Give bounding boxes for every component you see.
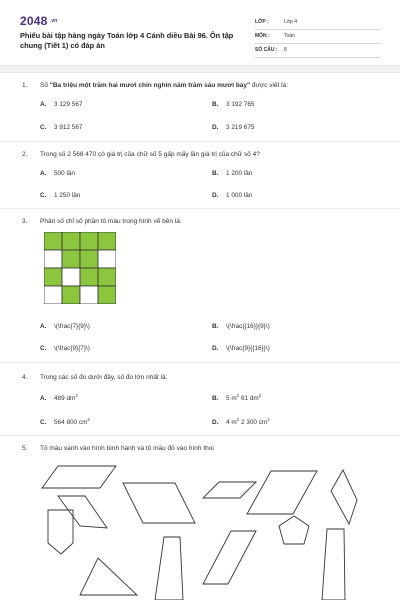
option-superscript: 2 <box>267 417 270 422</box>
shape-parallelogram-2 <box>123 483 195 523</box>
option-text: \(\frac{7}{9}\) <box>54 323 90 330</box>
shape-pentagon-arrow <box>48 510 73 554</box>
page-header <box>0 0 400 62</box>
question-text <box>40 82 288 89</box>
option-letter: A. <box>40 323 47 330</box>
option-3b[interactable] <box>212 323 270 330</box>
question-separator <box>0 208 400 209</box>
option-1a[interactable] <box>40 101 82 108</box>
option-4c[interactable] <box>40 417 90 426</box>
meta-row-subject <box>255 30 381 44</box>
option-letter: A. <box>40 170 47 177</box>
option-text: 3 192 765 <box>226 101 255 108</box>
option-text: 1 250 lần <box>54 192 81 199</box>
option-letter: C. <box>40 345 47 352</box>
option-letter: C. <box>40 124 47 131</box>
shape-kite-1 <box>331 470 357 524</box>
grid-cell <box>44 250 62 268</box>
question-text: Trong các số đo dưới đây, số đo lớn nhất là: <box>40 374 168 381</box>
option-superscript: 2 <box>75 393 78 398</box>
question-number: 3. <box>22 218 28 225</box>
shapes-figure <box>0 458 400 600</box>
grid-cell <box>98 268 116 286</box>
option-2b[interactable] <box>212 170 252 177</box>
grid-cell <box>80 232 98 250</box>
question-text: Phân số chỉ số phần tô màu trong hình vẽ bên là: <box>40 218 182 225</box>
document-meta <box>255 16 381 58</box>
meta-value: Toán <box>284 33 295 39</box>
shape-rhombus-3 <box>58 496 107 528</box>
shape-pentagon <box>279 516 309 544</box>
option-3d[interactable] <box>212 345 270 352</box>
shape-trapezoid-2 <box>322 529 345 600</box>
question-number: 4. <box>22 374 28 381</box>
option-text-after: 61 dm <box>239 395 259 403</box>
document-title: Phiếu bài tập hàng ngày Toán lớp 4 Cánh diều Bài 96. Ôn tập chung (Tiết 1) có đáp án <box>20 31 234 50</box>
site-logo[interactable]: 2048 <box>20 14 48 28</box>
option-superscript: 2 <box>236 417 240 422</box>
option-letter: A. <box>40 395 47 403</box>
question-text: Tô màu xanh vào hình bình hành và tô màu đỏ vào hình thoi <box>40 445 214 452</box>
option-2c[interactable] <box>40 192 80 199</box>
option-letter: D. <box>212 345 219 352</box>
option-text-after: 2 300 cm <box>239 419 268 427</box>
site-logo-suffix: .vn <box>50 18 58 24</box>
grid-cell <box>80 250 98 268</box>
shape-triangle <box>80 558 137 595</box>
grid-cell <box>80 286 98 304</box>
grid-cell <box>98 286 116 304</box>
grid-cell <box>98 250 116 268</box>
meta-value: Lớp 4 <box>284 19 298 25</box>
question-separator <box>0 362 400 363</box>
question-number: 2. <box>22 151 28 158</box>
grid-cell <box>98 232 116 250</box>
option-text: 489 dm <box>54 395 76 403</box>
option-letter: B. <box>212 170 219 177</box>
option-text: 5 m <box>226 395 237 403</box>
option-2a[interactable] <box>40 170 75 177</box>
option-superscript: 2 <box>258 393 262 398</box>
option-4d[interactable] <box>212 417 270 426</box>
option-letter: C. <box>40 192 47 199</box>
grid-cell <box>62 232 80 250</box>
option-1b[interactable] <box>212 101 254 108</box>
option-letter: A. <box>40 101 47 108</box>
question-separator <box>0 435 400 436</box>
grid-cell <box>44 232 62 250</box>
header-divider <box>0 65 400 73</box>
option-text: 1 000 lần <box>226 192 253 199</box>
grid-cell <box>62 250 80 268</box>
option-1d[interactable] <box>212 124 254 131</box>
option-letter: D. <box>212 124 219 131</box>
option-letter: C. <box>40 419 47 427</box>
meta-row-count <box>255 44 381 58</box>
meta-label: MÔN : <box>255 33 270 39</box>
shape-parallelogram-3 <box>203 531 256 584</box>
grid-cell <box>62 286 80 304</box>
question-separator <box>0 141 400 142</box>
option-text: 3 912 567 <box>54 124 83 131</box>
meta-label: LỚP : <box>255 19 269 25</box>
option-3a[interactable] <box>40 323 90 330</box>
grid-cell <box>62 268 80 286</box>
option-1c[interactable] <box>40 124 82 131</box>
question-number: 5. <box>22 445 28 452</box>
option-letter: D. <box>212 192 219 199</box>
option-text: 3 129 567 <box>54 101 83 108</box>
option-letter: B. <box>212 395 219 403</box>
option-text: \(\frac{9}{7}\) <box>54 345 90 352</box>
option-letter: B. <box>212 101 219 108</box>
question-text-prefix: Số <box>40 82 50 89</box>
question-text-bold: "Ba triệu một trăm hai mươi chín nghìn năm trăm sáu mươi bảy" <box>49 82 251 89</box>
option-text: 564 800 cm <box>54 419 88 427</box>
option-superscript: 2 <box>87 417 90 422</box>
grid-cell <box>44 268 62 286</box>
option-3c[interactable] <box>40 345 90 352</box>
grid-cell <box>44 286 62 304</box>
shape-parallelogram-1 <box>42 466 116 488</box>
grid-cell <box>80 268 98 286</box>
option-2d[interactable] <box>212 192 252 199</box>
meta-label: SỐ CÂU : <box>255 47 278 53</box>
shape-trapezoid-1 <box>155 537 183 600</box>
option-superscript: 2 <box>236 393 240 398</box>
option-4a[interactable] <box>40 393 78 402</box>
meta-value: 8 <box>284 47 287 53</box>
question-text-suffix: được viết là: <box>250 82 289 89</box>
fraction-grid-figure <box>44 232 116 304</box>
option-text: 1 200 lần <box>226 170 253 177</box>
meta-row-class <box>255 16 381 30</box>
question-text: Trong số 2 568 470 có giá trị của chữ số 5 gấp mấy lần giá trị của chữ số 4? <box>40 151 260 158</box>
option-text: 4 m <box>226 419 237 427</box>
option-text: 3 219 675 <box>226 124 255 131</box>
option-letter: D. <box>212 419 219 427</box>
shape-rhombus-2 <box>247 471 317 514</box>
shape-rhombus-1 <box>203 482 256 498</box>
option-text: 500 lần <box>54 170 75 177</box>
option-text: \(\frac{9}{{16}}\) <box>226 345 270 352</box>
option-letter: B. <box>212 323 219 330</box>
option-text: \(\frac{{16}}{9}\) <box>226 323 270 330</box>
option-4b[interactable] <box>212 393 261 402</box>
question-number: 1. <box>22 82 28 89</box>
